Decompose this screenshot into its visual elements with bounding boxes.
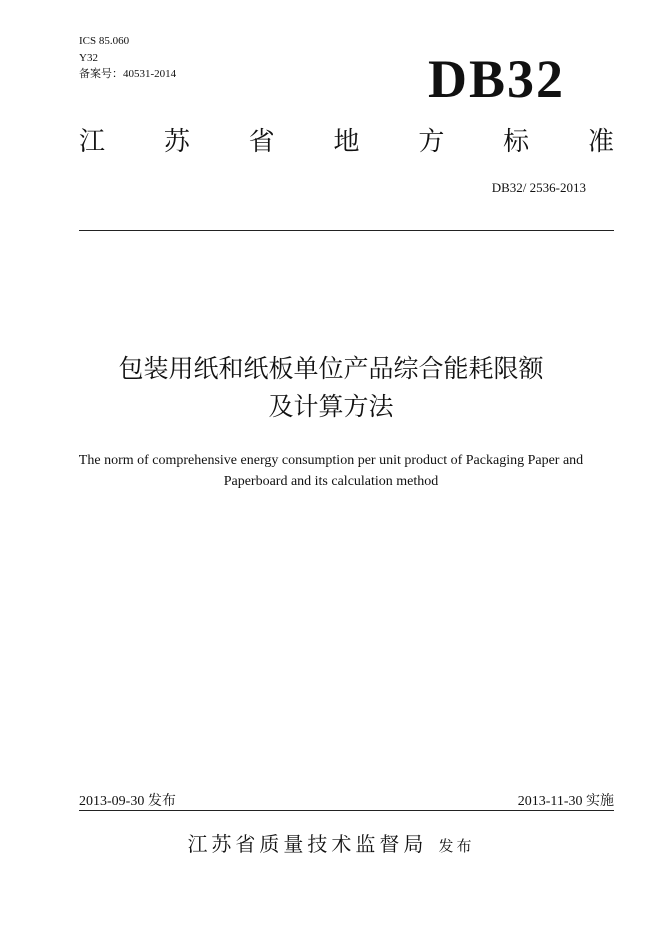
org-char: 标 — [503, 127, 530, 157]
ics-code: ICS 85.060 — [79, 35, 130, 47]
publisher-name: 江苏省质量技术监督局 — [187, 832, 428, 856]
org-char: 省 — [248, 127, 275, 157]
bottom-divider — [79, 810, 614, 811]
chinese-title-line-1: 包装用纸和纸板单位产品综合能耗限额 — [118, 354, 544, 383]
standard-code-logo: DB32 — [428, 49, 566, 109]
chinese-title-line-2: 及计算方法 — [268, 392, 394, 421]
record-number: 备案号：40531-2014 — [79, 68, 177, 80]
issuing-standard-type — [79, 124, 614, 160]
org-char: 方 — [418, 127, 445, 157]
english-title — [0, 450, 662, 492]
org-char: 地 — [333, 127, 360, 157]
document-number: DB32/ 2536-2013 — [491, 180, 586, 195]
document-meta — [79, 33, 176, 83]
publisher — [0, 828, 662, 857]
english-title-line-1: The norm of comprehensive energy consumption per unit product of Packaging Paper and — [78, 453, 584, 468]
org-char: 江 — [79, 127, 106, 157]
effective-date: 2013-11-30 实施 — [517, 794, 614, 809]
chinese-title — [0, 350, 662, 426]
issue-date: 2013-09-30 发布 — [79, 794, 176, 809]
top-divider — [79, 230, 614, 231]
english-title-line-2: Paperboard and its calculation method — [223, 474, 439, 489]
org-char: 苏 — [163, 127, 190, 157]
publisher-suffix: 发布 — [438, 837, 475, 855]
ccs-code: Y32 — [79, 51, 98, 64]
org-char: 准 — [587, 127, 614, 157]
